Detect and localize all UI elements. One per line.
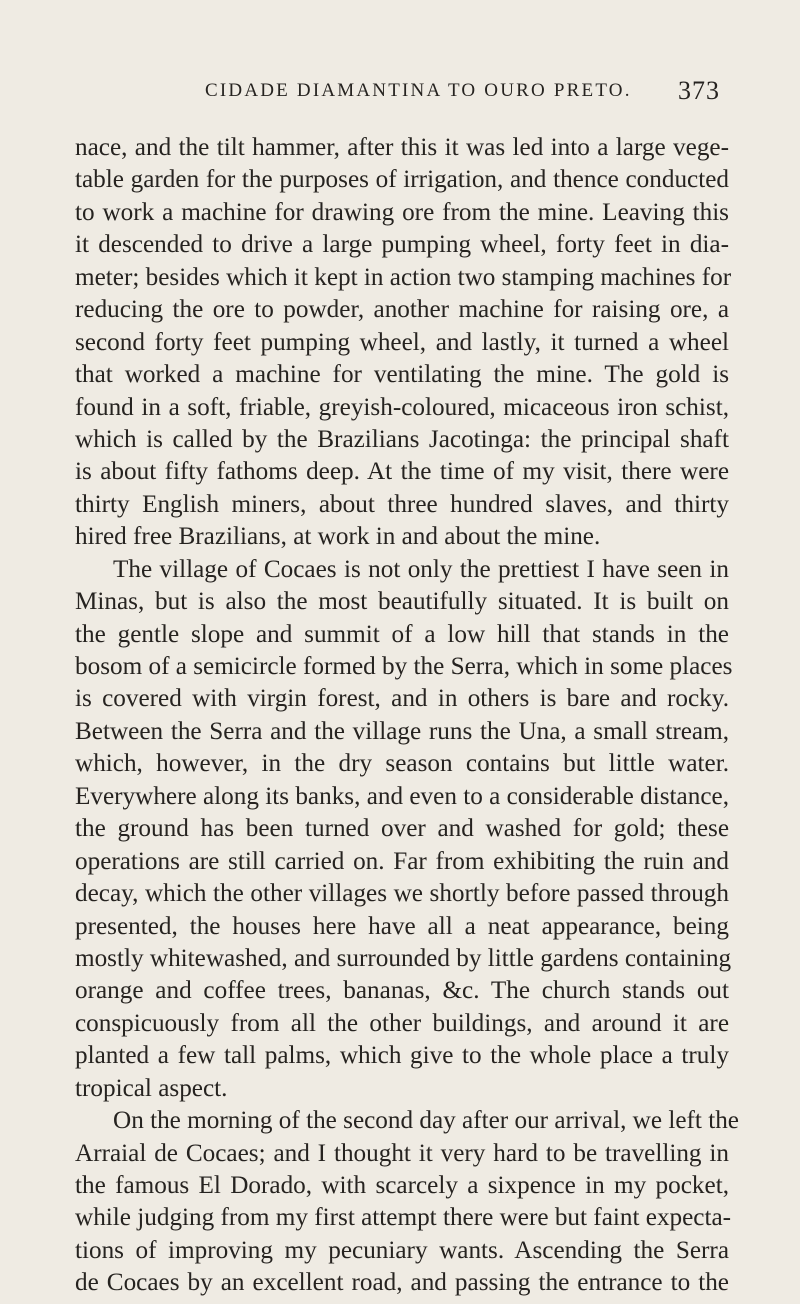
text-line: thirty English miners, about three hundred slaves, and thirty bbox=[75, 490, 729, 518]
text-line: that worked a machine for ventilating the mine. The gold is bbox=[75, 361, 729, 389]
text-line: Between the Serra and the village runs the Una, a small stream, bbox=[75, 717, 729, 745]
text-line: to work a machine for drawing ore from the mine. Leaving this bbox=[75, 198, 729, 226]
text-line: the famous El Dorado, with scarcely a sixpence in my pocket, bbox=[75, 1172, 729, 1199]
text-line: second forty feet pumping wheel, and lastly, it turned a wheel bbox=[75, 328, 729, 356]
text-line: The village of Cocaes is not only the prettiest I have seen in bbox=[113, 555, 729, 583]
page-header bbox=[205, 76, 720, 110]
running-head: CIDADE DIAMANTINA TO OURO PRETO. bbox=[205, 80, 632, 101]
text-line: the ground has been turned over and washed for gold; these bbox=[75, 815, 729, 843]
text-line: table garden for the purposes of irrigation, and thence conducted bbox=[75, 166, 729, 194]
text-line: conspicuously from all the other buildings, and around it are bbox=[75, 1009, 729, 1037]
text-line: presented, the houses here have all a neat appearance, being bbox=[75, 912, 729, 940]
text-line: it descended to drive a large pumping wheel, forty feet in dia- bbox=[75, 231, 729, 259]
text-line: decay, which the other villages we shortly before passed through bbox=[75, 880, 729, 908]
text-line: mostly whitewashed, and surrounded by little gardens containing bbox=[75, 944, 732, 972]
text-line: while judging from my first attempt there were but faint expecta- bbox=[75, 1204, 732, 1232]
text-line: found in a soft, friable, greyish-coloured, micaceous iron schist, bbox=[75, 393, 729, 421]
text-line: Minas, but is also the most beautifully situated. It is built on bbox=[75, 588, 729, 616]
text-line: bosom of a semicircle formed by the Serra, which in some places bbox=[75, 653, 733, 680]
text-line: operations are still carried on. Far from exhibiting the ruin and bbox=[75, 847, 729, 875]
text-line: which is called by the Brazilians Jacotinga: the principal shaft bbox=[75, 425, 729, 453]
text-line: Everywhere along its banks, and even to a considerable distance, bbox=[75, 782, 729, 810]
text-line: is about fifty fathoms deep. At the time of my visit, there were bbox=[75, 458, 729, 486]
text-line: planted a few tall palms, which give to the whole place a truly bbox=[75, 1042, 729, 1070]
text-line: hired free Brazilians, at work in and about the mine. bbox=[75, 523, 601, 551]
text-line: nace, and the tilt hammer, after this it was led into a large vege- bbox=[75, 134, 729, 161]
text-line: de Cocaes by an excellent road, and passing the entrance to the bbox=[75, 1269, 729, 1297]
text-line: tropical aspect. bbox=[75, 1074, 228, 1102]
text-line: is covered with virgin forest, and in others is bare and rocky. bbox=[75, 685, 729, 713]
text-line: Arraial de Cocaes; and I thought it very hard to be travelling in bbox=[75, 1139, 729, 1167]
text-line: On the morning of the second day after our arrival, we left the bbox=[113, 1107, 739, 1135]
body-text bbox=[75, 132, 739, 1300]
text-line: orange and coffee trees, bananas, &c. The church stands out bbox=[75, 977, 729, 1005]
page-number: 373 bbox=[678, 76, 720, 105]
text-line: meter; besides which it kept in action two stamping machines for bbox=[75, 263, 732, 291]
text-line: reducing the ore to powder, another machine for raising ore, a bbox=[75, 296, 729, 324]
text-line: tions of improving my pecuniary wants. Ascending the Serra bbox=[75, 1236, 729, 1264]
text-line: the gentle slope and summit of a low hill that stands in the bbox=[75, 620, 729, 648]
text-line: which, however, in the dry season contains but little water. bbox=[75, 750, 729, 778]
